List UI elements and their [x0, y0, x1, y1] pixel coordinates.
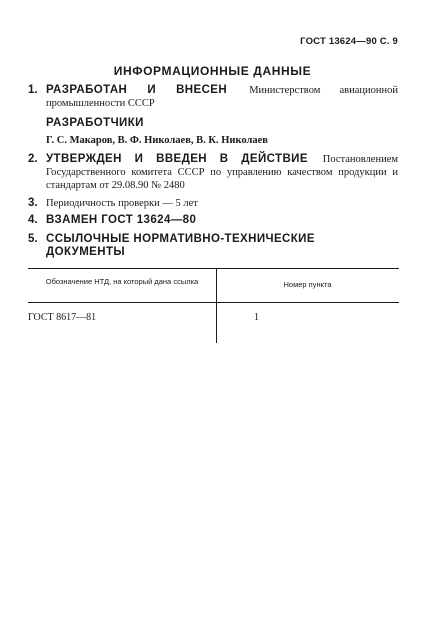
table-top-rule: [28, 268, 399, 269]
item-text: Постановлением Государственного комитета СССР по управлению качеством продукции и стандартам от 29.08.90 № 2480: [46, 154, 399, 191]
info-item-5: [28, 233, 398, 259]
references-table: [28, 268, 399, 443]
info-item-3: [28, 197, 398, 210]
info-item-1: [28, 84, 398, 110]
item-text: Министерством авиационной промышленности СССР: [46, 85, 399, 109]
item-text: Периодичность проверки — 5 лет: [46, 198, 198, 209]
item-number: 3.: [28, 197, 38, 209]
page-header-code: ГОСТ 13624—90 С. 9: [300, 36, 398, 47]
item-heading: ВЗАМЕН ГОСТ 13624—80: [46, 214, 197, 226]
info-item-4: [28, 214, 398, 227]
item-heading: ССЫЛОЧНЫЕ НОРМАТИВНО-ТЕХНИЧЕСКИЕ ДОКУМЕНТЫ: [46, 233, 315, 258]
item-heading: РАЗРАБОТАН И ВНЕСЕН: [46, 84, 228, 96]
item-number: 1.: [28, 84, 38, 96]
column-header-clause: Номер пункта: [283, 280, 332, 289]
developers-heading: РАЗРАБОТЧИКИ: [46, 117, 144, 129]
page-title: ИНФОРМАЦИОННЫЕ ДАННЫЕ: [113, 64, 312, 78]
column-header-designation: Обозначение НТД, на который дана ссылка: [45, 277, 199, 286]
item-heading: УТВЕРЖДЕН И ВВЕДЕН В ДЕЙСТВИЕ: [46, 153, 308, 165]
info-item-2: [28, 153, 398, 192]
item-number: 4.: [28, 214, 38, 226]
table-header-rule: [28, 302, 399, 303]
item-number: 2.: [28, 153, 38, 165]
item-number: 5.: [28, 233, 38, 245]
table-cell-designation: ГОСТ 8617—81: [28, 312, 97, 323]
developers-names: Г. С. Макаров, В. Ф. Николаев, В. К. Николаев: [46, 135, 268, 146]
table-cell-clause: 1: [254, 312, 259, 323]
